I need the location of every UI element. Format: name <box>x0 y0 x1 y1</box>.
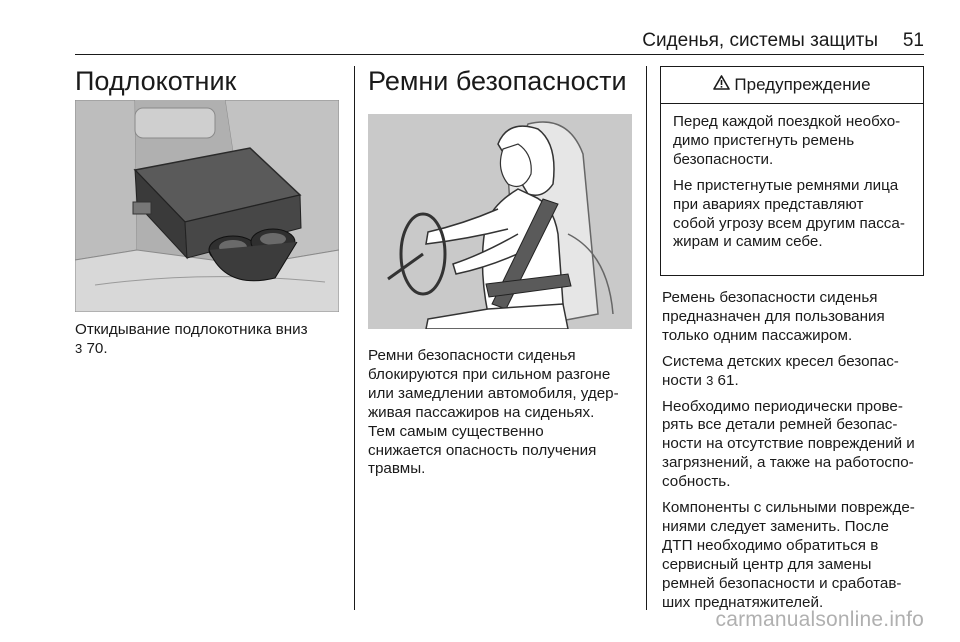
right-line: ремней безопасности и сработав- <box>662 574 902 592</box>
belts-line: блокируются при сильном разгоне <box>368 365 611 383</box>
right-line: сервисный центр для замены <box>662 555 872 573</box>
warning-title: Предупреждение <box>734 75 871 94</box>
warning-line: жирам и самим себе. <box>673 233 823 251</box>
warning-line: при авариях представляют <box>673 195 864 213</box>
right-line: Компоненты с сильными поврежде- <box>662 499 915 517</box>
warning-header <box>661 67 923 104</box>
armrest-caption-ref[interactable] <box>75 340 345 359</box>
right-line-ref[interactable] <box>662 372 926 391</box>
belts-line: Ремни безопасности сиденья <box>368 347 576 364</box>
right-line: ДТП необходимо обратиться в <box>662 536 879 554</box>
column-divider-right <box>646 66 647 610</box>
armrest-illustration <box>75 100 339 312</box>
right-paragraph-3 <box>662 398 926 493</box>
warning-body <box>661 104 923 252</box>
page-number: 51 <box>902 30 924 51</box>
belts-line: снижается опасность получения <box>368 441 597 459</box>
right-line: собность. <box>662 473 731 491</box>
arrow-ref-icon: 3 <box>706 372 714 388</box>
right-line: ниями следует заменить. После <box>662 517 889 535</box>
right-line: Необходимо периодически прове- <box>662 397 903 415</box>
belts-line: живая пассажиров на сиденьях. <box>368 403 595 421</box>
right-paragraph-4 <box>662 499 926 612</box>
right-paragraph-2 <box>662 353 926 391</box>
armrest-caption-line: Откидывание подлокотника вниз <box>75 321 308 338</box>
belts-paragraph <box>368 347 644 479</box>
right-line: Ремень безопасности сиденья <box>662 289 878 306</box>
warning-line: собой угрозу всем другим пасса- <box>673 214 905 232</box>
armrest-heading: Подлокотник <box>75 66 237 96</box>
right-paragraph-1 <box>662 289 926 346</box>
watermark: carmanualsonline.info <box>715 608 924 631</box>
belts-line: Тем самым существенно <box>368 422 544 440</box>
warning-line: димо пристегнуть ремень <box>673 131 855 149</box>
right-line: рять все детали ремней безопас- <box>662 416 898 434</box>
belts-line: или замедлении автомобиля, удер- <box>368 384 619 402</box>
seatbelt-illustration <box>368 114 632 329</box>
warning-line: Не пристегнутые ремнями лица <box>673 176 899 194</box>
arrow-ref-icon: 3 <box>75 340 83 356</box>
warning-paragraph-1 <box>673 113 911 170</box>
right-ref-page: 61. <box>713 371 739 389</box>
warning-line: Перед каждой поездкой необхо- <box>673 113 901 130</box>
right-column-text <box>662 289 926 620</box>
right-line: ности <box>662 371 707 389</box>
right-line: предназначен для пользования <box>662 307 885 325</box>
belts-line: травмы. <box>368 460 426 478</box>
header-rule <box>75 54 924 55</box>
armrest-ref-page: 70. <box>82 339 108 357</box>
right-line: ших преднатяжителей. <box>662 593 824 611</box>
belts-heading: Ремни безопасности <box>368 66 627 96</box>
warning-triangle-icon <box>713 75 730 95</box>
right-line: только одним пассажиром. <box>662 326 853 344</box>
column-divider-left <box>354 66 355 610</box>
section-title: Сиденья, системы защиты <box>642 30 878 51</box>
warning-box <box>660 66 924 276</box>
warning-paragraph-2 <box>673 177 911 253</box>
warning-line: безопасности. <box>673 150 774 168</box>
right-line: ности на отсутствие повреждений и <box>662 435 915 453</box>
right-line: Система детских кресел безопас- <box>662 352 899 370</box>
armrest-caption <box>75 321 345 359</box>
right-line: загрязнений, а также на работоспо- <box>662 454 914 472</box>
